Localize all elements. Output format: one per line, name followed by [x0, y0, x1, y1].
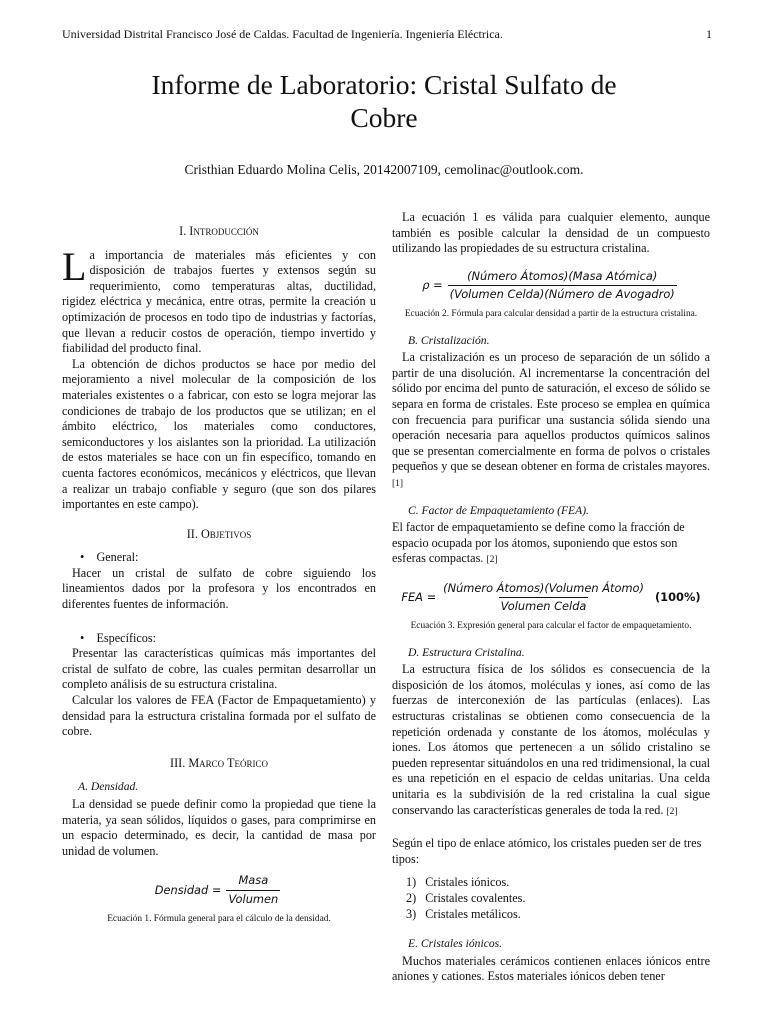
estructura-paragraph — [392, 662, 710, 820]
subsection-estructura-cristalina: D. Estructura Cristalina. — [408, 645, 525, 659]
especificos-paragraph-1: Presentar las características químicas más importantes del cristal de sulfato de cobre, las cuales permitan desarrollar un completo análisis de su estructura cristalina. — [62, 646, 376, 692]
title-line-2: Cobre — [350, 102, 418, 133]
list-item: 1) Cristales iónicos. — [406, 875, 510, 890]
list-item-text: Cristales covalentes. — [425, 890, 526, 905]
fea-text: El factor de empaquetamiento se define como la fracción de espacio ocupada por los átomos, suponiendo que estos son esferas compactas. — [392, 520, 685, 566]
section-number: III. — [170, 755, 186, 770]
equation-1-numerator: Masa — [238, 873, 269, 888]
estructura-text: La estructura física de los sólidos es consecuencia de la disposición de los átomos, moléculas y iones, así como de las fuerzas de interconexión de las partículas (enlaces). Las estructuras cristalinas se obtienen como consecuencia de la repetición ordenada y constante de los átomos, moléculas y iones. Los átomos que pertenecen a un sólido cristalino se pueden representar situándolos en una red tridimensional, la cual es una repetición en el espacio de celdas unitarias. Una celda unitaria es la subdivisión de la red cristalina la cual sigue conservando las características generales de toda la red. — [392, 662, 710, 817]
especificos-paragraph-2: Calcular los valores de FEA (Factor de Empaquetamiento) y densidad para la estructura cristalina formada por el sulfato de cobre. — [62, 693, 376, 739]
equation-2 — [392, 269, 710, 303]
bullet-especificos-label: Específicos: — [96, 630, 157, 645]
equation-1-caption: Ecuación 1. Fórmula general para el cálculo de la densidad. — [107, 913, 331, 924]
bullet-general-label: General: — [96, 550, 139, 565]
equation-2-caption: Ecuación 2. Fórmula para calcular densidad a partir de la estructura cristalina. — [404, 308, 698, 319]
section-title: Introducción — [189, 224, 259, 238]
bullet-especificos: • Específicos: — [80, 630, 157, 645]
equation-3-denominator: Volumen Celda — [500, 599, 587, 614]
list-item: 2) Cristales covalentes. — [406, 890, 526, 905]
section-title: Objetivos — [200, 526, 252, 541]
crystal-types-list — [392, 875, 710, 922]
equation-2-lhs: ρ = — [422, 278, 443, 293]
drop-cap: L — [62, 243, 87, 289]
equation-2-numerator: (Número Átomos)(Masa Atómica) — [467, 268, 658, 283]
equation-1 — [62, 873, 376, 907]
bullet-general: • General: — [80, 550, 139, 565]
equation-2-fraction — [448, 269, 677, 303]
equation-3-fraction — [441, 581, 646, 615]
equation-3-lhs: FEA = — [401, 590, 437, 605]
page-number: 1 — [706, 27, 712, 41]
equation-3-numerator: (Número Átomos)(Volumen Átomo) — [443, 580, 644, 595]
subsection-densidad: A. Densidad. — [78, 780, 139, 794]
equation-3 — [392, 581, 710, 615]
densidad-paragraph: La densidad se puede definir como la propiedad que tiene la materia, ya sean sólidos, líquidos o gases, para comprimirse en un espacio determinado, es decir, la cantidad de masa por unidad de volumen. — [62, 797, 376, 858]
author-line: Cristhian Eduardo Molina Celis, 20142007109, cemolinac@outlook.com. — [184, 162, 584, 177]
ecuacion-1-note-paragraph: La ecuación 1 es válida para cualquier elemento, aunque también es posible calcular la densidad de un compuesto utilizando las propiedades de su estructura cristalina. — [392, 210, 710, 256]
equation-2-denominator: (Volumen Celda)(Número de Avogadro) — [449, 287, 675, 302]
equation-1-denominator: Volumen — [228, 891, 279, 906]
section-introduccion-heading — [62, 224, 376, 240]
header-affiliation: Universidad Distrital Francisco José de Caldas. Facultad de Ingeniería. Ingeniería Eléctrica. — [62, 27, 503, 41]
running-header — [62, 27, 712, 42]
section-title: Marco Teórico — [188, 755, 268, 770]
list-item-text: Cristales metálicos. — [425, 906, 521, 921]
citation-1: [1] — [392, 478, 404, 489]
ionicos-paragraph: Muchos materiales cerámicos contienen enlaces iónicos entre aniones y cationes. Estos materiales iónicos deben tener — [392, 953, 710, 984]
cristalizacion-text: La cristalización es un proceso de separación de un sólido a partir de una disolución. Al incrementarse la concentración del sólido por encima del punto de saturación, el exceso de sólido se separa en forma de cristales. Este proceso se emplea en química con frecuencia para purificar una sustancia sólida siendo una operación necesaria para aquellos productos químicos salinos que se presentan comercialmente en forma de polvos o cristales pequeños y que se desean obtener en forma de cristales mayores. — [392, 350, 710, 474]
intro-paragraph-2: La obtención de dichos productos se hace por medio del mejoramiento a nivel molecular de la composición de los materiales existentes o a fabricar, con esto se logra mejorar las condiciones de trabajo de los productos que se utilizan; en el ámbito eléctrico, los materiales como conductores, semiconductores y los aislantes son la prioridad. La utilización de estos materiales se hace con un fin específico, tomando en cuenta factores económicos, mecánicos y eléctricos, que llevan a realizar un trabajo confiable y seguro (que son dos pilares importantes en este campo). — [62, 356, 376, 512]
intro-paragraph-1-text: a importancia de materiales más eficientes y con disposición de trabajos fuertes y extensos según su requerimiento, como temperaturas altas, ductilidad, rigidez eléctrica y mecánica, entre otras, permite la creación u optimización de procesos en todo tipo de industrias y factorías, que llevan a reducir costos de operación, tiempo invertido y fiabilidad del producto final. — [62, 247, 376, 356]
equation-3-percent: (100%) — [654, 590, 701, 605]
equation-1-lhs: Densidad = — [154, 882, 222, 897]
subsection-cristales-ionicos: E. Cristales iónicos. — [408, 937, 503, 951]
right-column — [392, 210, 710, 985]
title-line-1: Informe de Laboratorio: Cristal Sulfato de — [151, 69, 617, 100]
tipos-paragraph: Según el tipo de enlace atómico, los cristales pueden ser de tres tipos: — [392, 836, 702, 866]
subsection-cristalizacion: B. Cristalización. — [408, 333, 490, 347]
paper-title — [80, 68, 688, 134]
equation-1-fraction — [226, 873, 280, 907]
list-item: 3) Cristales metálicos. — [406, 906, 521, 921]
section-objetivos-heading — [62, 527, 376, 543]
list-item-text: Cristales iónicos. — [425, 875, 510, 890]
section-marco-teorico-heading — [62, 756, 376, 772]
general-paragraph: Hacer un cristal de sulfato de cobre siguiendo los lineamientos dados por la profesora y los encontrados en diferentes fuentes de información. — [62, 565, 376, 612]
intro-paragraph-1 — [62, 243, 376, 357]
section-number: II. — [186, 526, 198, 541]
fea-paragraph — [392, 520, 710, 569]
section-number: I. — [179, 224, 187, 238]
citation-3: [2] — [666, 806, 678, 817]
citation-2: [2] — [486, 555, 498, 566]
left-column — [62, 210, 376, 935]
cristalizacion-paragraph — [392, 350, 710, 492]
equation-3-caption: Ecuación 3. Expresión general para calcular el factor de empaquetamiento. — [410, 621, 692, 632]
subsection-fea: C. Factor de Empaquetamiento (FEA). — [408, 503, 589, 517]
